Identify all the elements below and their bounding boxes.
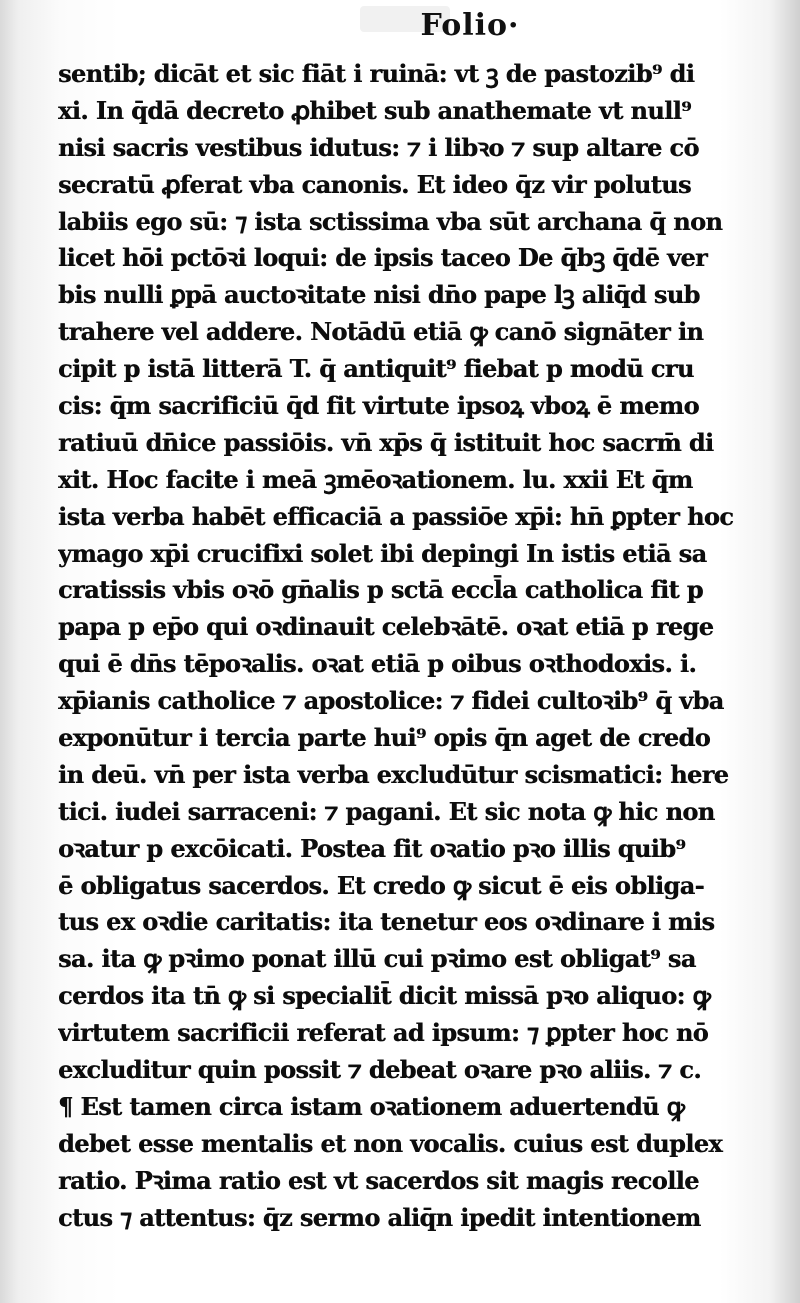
text-line: bis nulli ꝑpā auctoꝛitate nisi dn̄o pape lꝫ aliq̄d sub xyxy=(58,280,700,310)
text-line: cerdos ita tn̄ ꝙ si specialit̄ dicit missā pꝛo aliquo: ꝙ xyxy=(58,981,710,1011)
text-line: sentib; dicāt et sic fiāt i ruinā: vt ꝫ de pastozib⁹ di xyxy=(58,59,695,88)
text-line: nisi sacris vestibus idutus: ⁊ i libꝛo ⁊ sup altare cō xyxy=(58,132,699,162)
folio-label: Folio· xyxy=(420,8,520,43)
text-line: tici. iudei sarraceni: ⁊ pagani. Et sic nota ꝙ hic non xyxy=(58,796,715,826)
running-head xyxy=(0,8,800,43)
text-line: papa p ep̄o qui oꝛdinauit celebꝛātē. oꝛat etiā p rege xyxy=(58,612,714,642)
text-line: oꝛatur p excōicati. Postea fit oꝛatio pꝛo illis quib⁹ xyxy=(58,833,686,863)
text-line: ctus ⁊ attentus: q̄z sermo aliq̄n ipedit intentionem xyxy=(58,1202,701,1232)
text-column xyxy=(58,56,766,1237)
text-line: ista verba habēt efficaciā a passiōe xp̄i: hn̄ ꝑpter hoc xyxy=(58,501,734,531)
text-line: sa. ita ꝙ pꝛimo ponat illū cui pꝛimo est obligat⁹ sa xyxy=(58,944,696,974)
text-line: ymago xp̄i crucifixi solet ibi depingi In istis etiā sa xyxy=(58,538,707,568)
text-line: secratū ꝓferat vba canonis. Et ideo q̄z vir polutus xyxy=(58,169,691,199)
text-line: excluditur quin possit ⁊ debeat oꝛare pꝛo aliis. ⁊ c. xyxy=(58,1055,701,1085)
text-line: ratio. Pꝛima ratio est vt sacerdos sit magis recolle xyxy=(58,1165,699,1195)
text-line: virtutem sacrificii referat ad ipsum: ⁊ ꝑpter hoc nō xyxy=(58,1018,709,1048)
text-line: licet hōi pctōꝛi loqui: de ipsis taceo De q̄bꝫ q̄dē ver xyxy=(58,243,708,273)
text-line: qui ē dn̄s tēpoꝛalis. oꝛat etiā p oibus oꝛthodoxis. i. xyxy=(58,649,697,679)
text-line: xit. Hoc facite i meā ꝫmēoꝛationem. lu. xxii Et q̄m xyxy=(58,464,693,494)
text-line: labiis ego sū: ⁊ ista sctissima vba sūt archana q̄ non xyxy=(58,206,723,236)
text-line: cratissis vbis oꝛō gn̄alis p sctā eccl̄a catholica fit p xyxy=(58,575,703,605)
text-line: debet esse mentalis et non vocalis. cuius est duplex xyxy=(58,1128,723,1158)
text-line: tus ex oꝛdie caritatis: ita tenetur eos oꝛdinare i mis xyxy=(58,907,715,937)
text-line: cis: q̄m sacrificiū q̄d fit virtute ipsoꝝ vboꝝ ē memo xyxy=(58,391,699,421)
text-line: cipit p istā litterā T. q̄ antiquit⁹ fiebat p modū cru xyxy=(58,354,694,384)
text-line: ē obligatus sacerdos. Et credo ꝙ sicut ē eis obliga- xyxy=(58,870,704,900)
text-line: ¶ Est tamen circa istam oꝛationem aduertendū ꝙ xyxy=(58,1091,685,1121)
text-line: exponūtur i tercia parte hui⁹ opis q̄n aget de credo xyxy=(58,723,711,753)
text-line: xi. In q̄dā decreto ꝓhibet sub anathemate vt null⁹ xyxy=(58,95,692,125)
text-line: trahere vel addere. Notādū etiā ꝙ canō signāter in xyxy=(58,317,704,347)
text-line: ratiuū dn̄ice passiōis. vn̄ xp̄s q̄ istituit hoc sacrm̄ di xyxy=(58,427,714,457)
text-line: xp̄ianis catholice ⁊ apostolice: ⁊ fidei cultoꝛib⁹ q̄ vba xyxy=(58,686,724,716)
text-line: in deū. vn̄ per ista verba excludūtur scismatici: here xyxy=(58,759,729,789)
